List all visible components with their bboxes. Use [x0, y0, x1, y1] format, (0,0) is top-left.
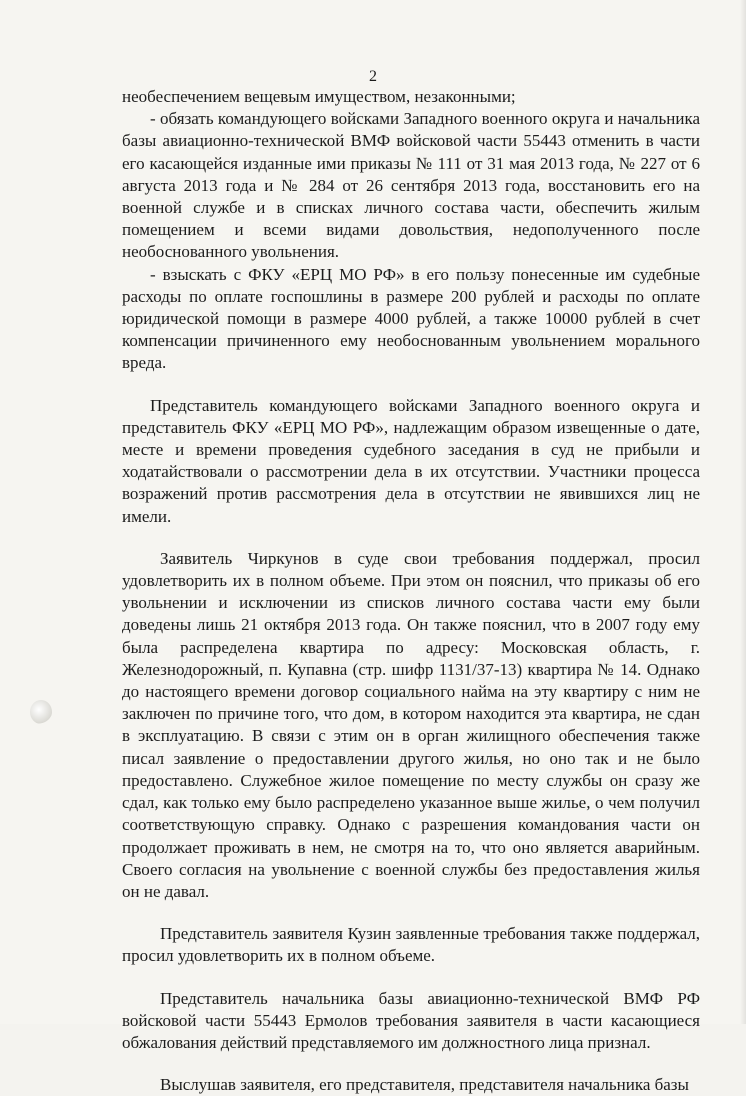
- paragraph-base-representative: Представитель начальника базы авиационно-технической ВМФ РФ войсковой части 55443 Ермолов требования заявителя в части касающиеся обжалования действий представляемого им должностного лица признал.: [122, 988, 700, 1052]
- paragraph-demand-expenses: - взыскать с ФКУ «ЕРЦ МО РФ» в его пользу понесенные им судебные расходы по оплате госпошлины в размере 200 рублей и расходы по оплате юридической помощи в размере 4000 рублей, а также 10000 рублей в счет компенсации причиненного ему необоснованным увольнением морального вреда.: [122, 264, 700, 373]
- paragraph-representatives-absent: Представитель командующего войсками Западного военного округа и представитель ФКУ «ЕРЦ МО РФ», надлежащим образом извещенные о дате, месте и времени проведения судебного заседания в суд не прибыли и ходатайствовали о рассмотрении дела в их отсутствии. Участники процесса возражений против рассмотрения дела в отсутствии не явившихся лиц не имели.: [122, 395, 700, 526]
- document-body: [122, 86, 700, 1096]
- paragraph-continuation: необеспечением вещевым имуществом, незаконными;: [122, 87, 516, 106]
- page-edge-shadow: [740, 0, 746, 1024]
- paragraph-conclusion-start: Выслушав заявителя, его представителя, представителя начальника базы: [160, 1075, 689, 1095]
- paragraph-demand-reinstatement: - обязать командующего войсками Западного военного округа и начальника базы авиационно-технической ВМФ войсковой части 55443 отменить в части его касающейся изданные ими приказы № 111 от 31 мая 2013 года, № 227 от 6 августа 2013 года и № 284 от 26 сентября 2013 года, восстановить его на военной службе и в списках личного состава части, обеспечить жилым помещением и всеми видами довольствия, недополученного после необоснованного увольнения.: [122, 109, 700, 262]
- paragraph-applicant-testimony: Заявитель Чиркунов в суде свои требования поддержал, просил удовлетворить их в полном объеме. При этом он пояснил, что приказы об его увольнении и исключении из списков личного состава части ему были доведены лишь 21 октября 2013 года. Он также пояснил, что в 2007 году ему была распределена квартира по адресу: Московская область, г. Железнодорожный, п. Купавна (стр. шифр 1131/37-13) квартира № 14. Однако до настоящего времени договор социального найма на эту квартиру с ним не заключен по причине того, что дом, в котором находится эта квартира, не сдан в эксплуатацию. В связи с этим он в орган жилищного обеспечения также писал заявление о предоставлении другого жилья, но оно так и не было предоставлено. Служебное жилое помещение по месту службы он сразу же сдал, как только ему было распределено указанное выше жилье, о чем получил соответствующую справку. Однако с разрешения командования части он продолжает проживать в нем, не смотря на то, что оно является аварийным. Своего согласия на увольнение с военной службы без предоставления жилья он не давал.: [122, 548, 700, 901]
- paragraph-applicant-representative: Представитель заявителя Кузин заявленные требования также поддержал, просил удовлетворить их в полном объеме.: [122, 924, 700, 966]
- page-number: 2: [369, 68, 377, 85]
- punch-hole-mark: [30, 700, 52, 724]
